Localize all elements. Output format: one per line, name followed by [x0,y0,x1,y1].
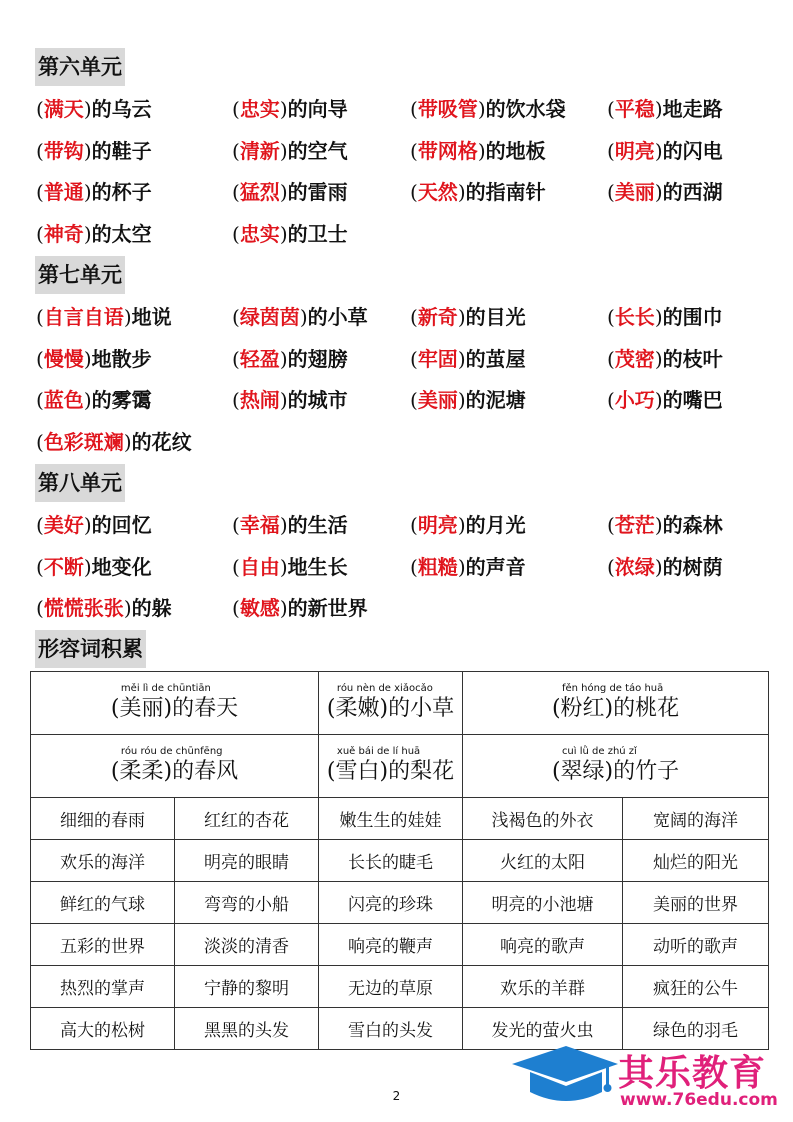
pinyin-text: róu róu de chūnfēng [120,746,223,757]
fill-blank-item: (美好)的回忆 [36,513,152,537]
fill-blank-item: (明亮)的闪电 [607,138,723,163]
fill-blank-item: (猛烈)的雷雨 [232,180,348,205]
word-cell: 嫩生生的娃娃 [319,798,463,840]
answer-text: 新奇 [417,305,458,329]
fill-blank-item: (慌慌张张)的躲 [36,596,172,621]
answer-text: 明亮 [417,513,458,537]
pinyin-cell [31,735,319,798]
phrase-text: 的新世界 [287,596,368,621]
phrase-text: 的闪电 [662,138,723,163]
answer-text: 小巧 [614,388,655,413]
fill-blank-item: (自言自语)地说 [36,305,172,329]
phrase-text: 的空气 [287,138,348,163]
word-cell: 疯狂的公牛 [623,966,769,1008]
word-cell: 弯弯的小船 [175,882,319,924]
fill-blank-item: (普通)的杯子 [36,180,152,205]
pinyin-text: xuě bái de lí huā [336,746,421,757]
answer-text: 自由 [239,554,280,579]
answer-text: 带网格 [417,138,478,163]
word-cell: 五彩的世界 [31,924,175,966]
fill-blank-item: (带钩)的鞋子 [36,138,152,163]
fill-blank-item: (幸福)的生活 [232,513,348,537]
answer-text: 浓绿 [614,554,655,579]
phrase-text: 的雾霭 [91,388,152,413]
phrase-text: 的太空 [91,221,152,246]
phrase-text: 的小草 [307,305,368,329]
phrase-text: 的雷雨 [287,180,348,205]
phrase-text: 的森林 [662,513,723,537]
fill-blank-item: (忠实)的向导 [232,97,348,121]
phrase-text: 的花纹 [131,429,192,454]
answer-text: 慌慌张张 [43,596,124,621]
fill-blank-item: (绿茵茵)的小草 [232,305,368,329]
answer-text: 美丽 [614,180,655,205]
pinyin-cell [319,735,463,798]
word-cell: 热烈的掌声 [31,966,175,1008]
answer-text: 神奇 [43,221,84,246]
fill-blank-item: (带网格)的地板 [410,138,546,163]
answer-text: 美丽 [417,388,458,413]
word-cell: 红红的杏花 [175,798,319,840]
phrase-text: (柔嫩)的小草 [326,696,455,721]
phrase-text: 的城市 [287,388,348,413]
fill-blank-item: (苍茫)的森林 [607,513,723,537]
word-cell: 欢乐的海洋 [31,840,175,882]
pinyin-text: fěn hóng de táo huā [561,683,664,694]
adjective-table [30,671,769,1050]
fill-blank-item: (清新)的空气 [232,138,348,163]
phrase-text: 的声音 [465,554,526,579]
fill-blank-item: (牢固)的茧屋 [410,346,526,371]
pinyin-cell [463,672,769,735]
word-cell: 黑黑的头发 [175,1008,319,1050]
word-cell: 发光的萤火虫 [463,1008,623,1050]
word-cell: 火红的太阳 [463,840,623,882]
phrase-text: 的乌云 [91,97,152,121]
phrase-text: 的向导 [287,97,348,121]
word-row [31,966,769,1008]
answer-text: 忠实 [239,221,280,246]
answer-text: 清新 [239,138,280,163]
answer-text: 色彩斑斓 [43,429,124,454]
answer-text: 忠实 [239,97,280,121]
word-cell: 明亮的眼睛 [175,840,319,882]
phrase-text: 的目光 [465,305,526,329]
answer-text: 绿茵茵 [239,305,300,329]
phrase-text: 的饮水袋 [485,97,566,121]
fill-blank-item: (带吸管)的饮水袋 [410,97,566,121]
answer-text: 不断 [43,554,84,579]
answer-text: 轻盈 [239,346,280,371]
phrase-text: 的躲 [131,596,172,621]
word-cell: 欢乐的羊群 [463,966,623,1008]
fill-blank-item: (明亮)的月光 [410,513,526,537]
pinyin-cell [319,672,463,735]
answer-text: 苍茫 [614,513,655,537]
answer-text: 平稳 [614,97,655,121]
answer-text: 美好 [43,513,84,537]
answer-text: 幸福 [239,513,280,537]
unit-8-heading: 第八单元 [35,464,125,502]
phrase-text: (粉红)的桃花 [551,696,680,721]
fill-blank-item: (蓝色)的雾霭 [36,388,152,413]
fill-blank-item: (小巧)的嘴巴 [607,388,723,413]
word-cell: 灿烂的阳光 [623,840,769,882]
answer-text: 蓝色 [43,388,84,413]
answer-text: 自言自语 [43,305,124,329]
fill-blank-item: (色彩斑斓)的花纹 [36,429,192,454]
phrase-text: (雪白)的梨花 [326,759,455,784]
phrase-text: 的指南针 [465,180,546,205]
word-cell: 宽阔的海洋 [623,798,769,840]
word-row [31,924,769,966]
pinyin-text: cuì lǜ de zhú zǐ [561,746,637,757]
fill-blank-item: (茂密)的枝叶 [607,346,723,371]
phrase-text: 的树荫 [662,554,723,579]
answer-text: 牢固 [417,346,458,371]
fill-blank-item: (忠实)的卫士 [232,221,348,246]
word-cell: 鲜红的气球 [31,882,175,924]
word-cell: 细细的春雨 [31,798,175,840]
word-cell: 高大的松树 [31,1008,175,1050]
phrase-text: 地变化 [91,554,152,579]
unit-7-heading: 第七单元 [35,256,125,294]
phrase-text: 的生活 [287,513,348,537]
word-cell: 雪白的头发 [319,1008,463,1050]
answer-text: 带钩 [43,138,84,163]
phrase-text: 地走路 [662,97,723,121]
word-cell: 动听的歌声 [623,924,769,966]
word-row [31,840,769,882]
fill-blank-item: (不断)地变化 [36,554,152,579]
brand-url: www.76edu.com [620,1090,778,1110]
pinyin-cell [31,672,319,735]
fill-blank-item: (长长)的围巾 [607,305,723,329]
word-cell: 长长的睫毛 [319,840,463,882]
brand-name: 其乐教育 [618,1053,767,1094]
pinyin-row [31,672,769,735]
word-cell: 绿色的羽毛 [623,1008,769,1050]
accumulation-heading: 形容词积累 [35,630,146,668]
phrase-text: 的枝叶 [662,346,723,371]
phrase-text: 的泥塘 [465,388,526,413]
fill-blank-item: (慢慢)地散步 [36,346,152,371]
word-cell: 宁静的黎明 [175,966,319,1008]
answer-text: 猛烈 [239,180,280,205]
word-row [31,798,769,840]
answer-text: 长长 [614,305,655,329]
phrase-text: 的月光 [465,513,526,537]
phrase-text: 地生长 [287,554,348,579]
phrase-text: 的茧屋 [465,346,526,371]
phrase-text: 的翅膀 [287,346,348,371]
word-cell: 淡淡的清香 [175,924,319,966]
word-cell: 浅褐色的外衣 [463,798,623,840]
word-cell: 响亮的歌声 [463,924,623,966]
fill-blank-item: (浓绿)的树荫 [607,554,723,579]
word-cell: 明亮的小池塘 [463,882,623,924]
answer-text: 明亮 [614,138,655,163]
word-cell: 美丽的世界 [623,882,769,924]
phrase-text: (翠绿)的竹子 [551,759,680,784]
phrase-text: (柔柔)的春风 [110,759,239,784]
fill-blank-item: (神奇)的太空 [36,221,152,246]
fill-blank-item: (轻盈)的翅膀 [232,346,348,371]
phrase-text: 的西湖 [662,180,723,205]
answer-text: 粗糙 [417,554,458,579]
word-cell: 无边的草原 [319,966,463,1008]
fill-blank-item: (新奇)的目光 [410,305,526,329]
fill-blank-item: (敏感)的新世界 [232,596,368,621]
answer-text: 满天 [43,97,84,121]
fill-blank-item: (天然)的指南针 [410,180,546,205]
word-cell: 响亮的鞭声 [319,924,463,966]
phrase-text: 的卫士 [287,221,348,246]
fill-blank-item: (粗糙)的声音 [410,554,526,579]
word-cell: 闪亮的珍珠 [319,882,463,924]
answer-text: 茂密 [614,346,655,371]
phrase-text: 的嘴巴 [662,388,723,413]
pinyin-text: měi lì de chūntiān [120,683,211,694]
pinyin-cell [463,735,769,798]
phrase-text: 的地板 [485,138,546,163]
phrase-text: 地说 [131,305,172,329]
word-row [31,882,769,924]
page-number: 2 [392,1089,401,1103]
fill-blank-item: (美丽)的泥塘 [410,388,526,413]
unit-6-heading: 第六单元 [35,48,125,86]
fill-blank-item: (满天)的乌云 [36,97,152,121]
answer-text: 天然 [417,180,458,205]
pinyin-text: róu nèn de xiǎocǎo [336,683,433,694]
phrase-text: (美丽)的春天 [110,696,239,721]
fill-blank-item: (热闹)的城市 [232,388,348,413]
answer-text: 普通 [43,180,84,205]
pinyin-row [31,735,769,798]
fill-blank-item: (美丽)的西湖 [607,180,723,205]
answer-text: 慢慢 [43,346,84,371]
phrase-text: 的杯子 [91,180,152,205]
fill-blank-item: (自由)地生长 [232,554,348,579]
fill-blank-item: (平稳)地走路 [607,97,723,121]
phrase-text: 地散步 [91,346,152,371]
phrase-text: 的回忆 [91,513,152,537]
answer-text: 带吸管 [417,97,478,121]
phrase-text: 的围巾 [662,305,723,329]
answer-text: 热闹 [239,388,280,413]
answer-text: 敏感 [239,596,280,621]
phrase-text: 的鞋子 [91,138,152,163]
